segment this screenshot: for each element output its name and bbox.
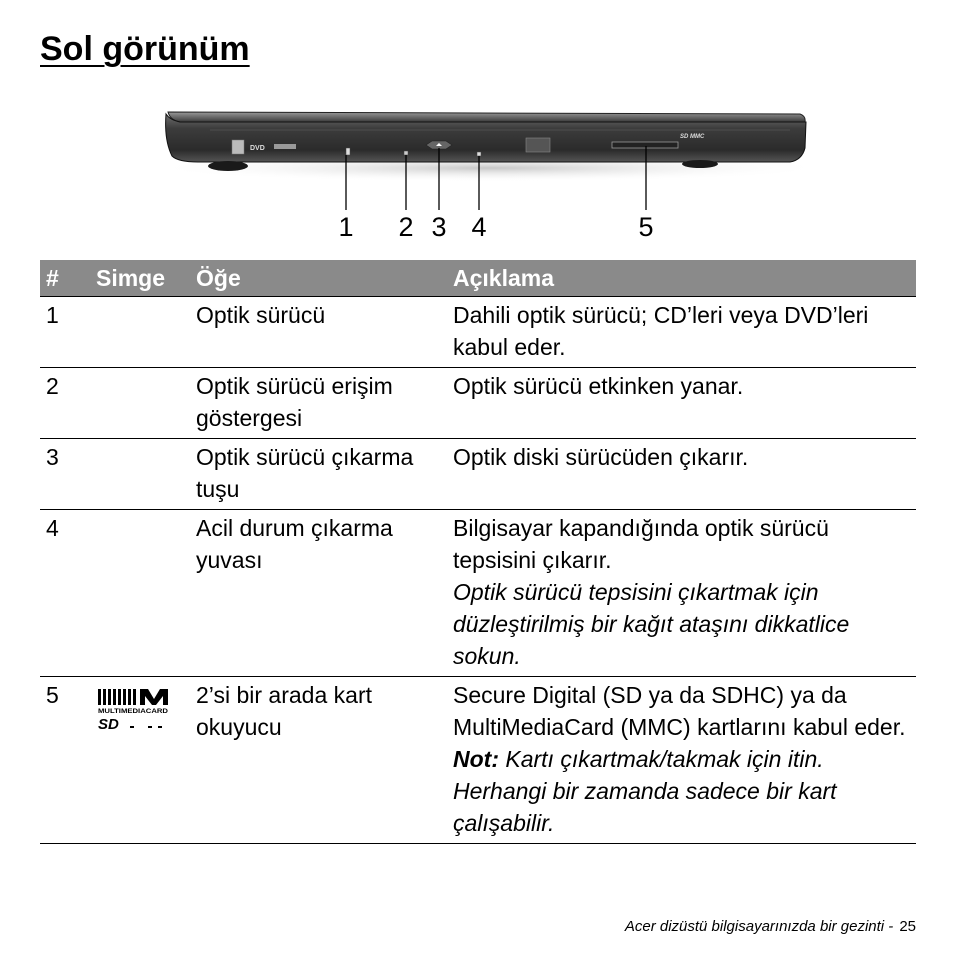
row-description [447,677,916,844]
row-item: Acil durum çıkarma yuvası [190,510,447,677]
emergency-eject-hole [477,152,481,156]
row-icon [90,368,190,439]
description-text: Optik sürücü etkinken yanar. [453,373,744,399]
row-icon [90,439,190,510]
row-number: 2 [40,368,90,439]
row-number: 1 [40,297,90,368]
card-logo: SD MMC [680,134,705,140]
row-description [447,297,916,368]
row-item: Optik sürücü [190,297,447,368]
page-title: Sol görünüm [40,30,250,68]
speaker-grille [526,138,550,152]
page-number: 25 [899,918,916,935]
laptop-left-side-illustration [150,100,830,250]
row-item: 2’si bir arada kart okuyucu [190,677,447,844]
page-footer [625,918,916,935]
row-description [447,439,916,510]
port-description-table [40,260,916,844]
description-text: Bilgisayar kapandığında optik sürücü tepsisini çıkarır. [453,515,829,573]
icon-label-top: MULTIMEDIACARD [98,708,169,715]
footer-text: Acer dizüstü bilgisayarınızda bir gezinti - [624,918,894,935]
note-label: Not: [453,746,499,772]
callout-5: 5 [638,212,654,242]
row-number: 5 [40,677,90,844]
drive-access-indicator [404,151,408,155]
row-icon [90,297,190,368]
row-icon [90,677,190,844]
multimediacard-sd-icon [96,687,172,733]
front-foot [208,161,248,171]
row-number: 3 [40,439,90,510]
table-row [40,368,916,439]
icon-label-bottom: SD [98,716,119,733]
description-text: Dahili optik sürücü; CD’leri veya DVD’leri kabul eder. [453,302,869,360]
description-text: Secure Digital (SD ya da SDHC) ya da MultiMediaCard (MMC) kartlarını kabul eder. [453,682,906,740]
note-text: Kartı çıkartmak/takmak için itin. Herhangi bir zamanda sadece bir kart çalışabilir. [453,746,837,836]
row-item: Optik sürücü çıkarma tuşu [190,439,447,510]
table-row [40,677,916,844]
table-row [40,297,916,368]
drive-icon [232,140,244,154]
callout-4: 4 [471,212,487,242]
callout-2: 2 [398,212,414,242]
rear-foot [682,160,718,168]
row-description [447,510,916,677]
table-row [40,510,916,677]
row-description [447,368,916,439]
callout-3: 3 [431,212,447,242]
callout-1: 1 [338,212,354,242]
header-description: Açıklama [447,260,916,297]
description-tip: Optik sürücü tepsisini çıkartmak için düzleştirilmiş bir kağıt ataşını dikkatlice sokun. [453,579,850,669]
row-number: 4 [40,510,90,677]
description-note [453,743,910,839]
row-icon [90,510,190,677]
header-item: Öğe [190,260,447,297]
description-text: Optik diski sürücüden çıkarır. [453,444,749,470]
laptop-lid [168,112,805,122]
header-number: # [40,260,90,297]
card-reader-slot [612,142,678,148]
table-header-row [40,260,916,297]
header-icon: Simge [90,260,190,297]
row-item: Optik sürücü erişim göstergesi [190,368,447,439]
optical-drive-slot [346,148,350,155]
table-row [40,439,916,510]
drive-logo: DVD [250,145,265,152]
